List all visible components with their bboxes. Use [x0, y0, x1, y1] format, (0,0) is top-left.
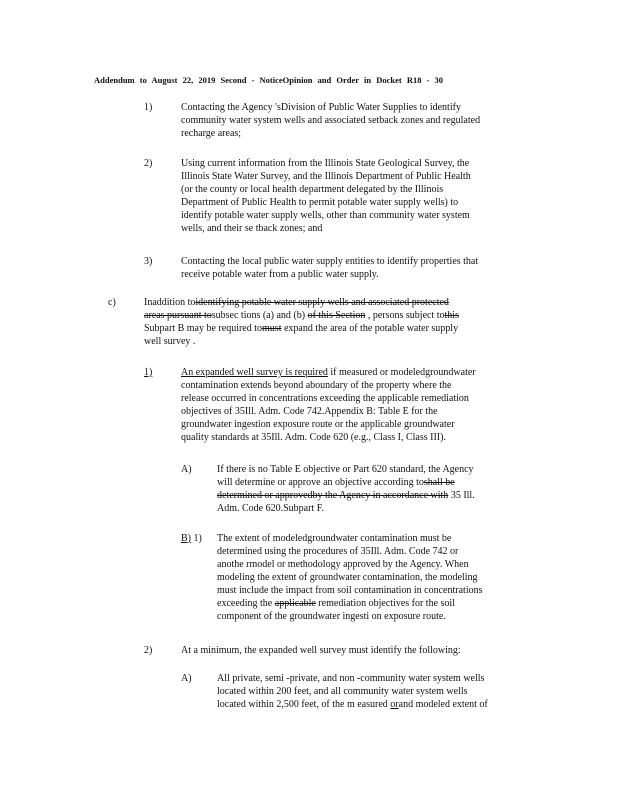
item-text: The extent of modeledgroundwater contamination must be determined using the procedures of 35Ill. Adm. Code 742 or anothe rmodel or methodology approved by the Agency. When modeling the extent of groundwater contamination, the modeling must include the impact from soil contamination in concentrations exceeding the applicable remediation objectives for the soil component of the groundwater ingesti on exposure route. [217, 533, 483, 622]
item-number: B) 1) [181, 533, 202, 544]
item-text: At a minimum, the expanded well survey must identify the following: [181, 645, 461, 656]
page-header: Addendum to August 22, 2019 Second - NoticeOpinion and Order in Docket R18 - 30 [94, 75, 444, 85]
item-number: 3) [144, 256, 153, 267]
deleted-text: this [444, 310, 459, 321]
inserted-text: An expanded well survey is required [181, 367, 328, 378]
item-number: 1) [144, 367, 153, 378]
item-text: Contacting the Agency 'sDivision of Public Water Supplies to identify community water system wells and associated setback zones and regulated recharge areas; [181, 102, 481, 139]
item-text: Using current information from the Illinois State Geological Survey, the Illinois State Water Survey, and the Illinois Department of Public Health (or the county or local health department delegated by the Illinois Department of Public Health to permit potable water supply wells) to identify potable water supply wells, other than community water system wells, and their se tback zones; and [181, 158, 471, 234]
deleted-text: must [262, 323, 282, 334]
item-text: Contacting the local public water supply entities to identify properties that receive potable water from a public water supply. [181, 256, 479, 280]
deleted-text: areas pursuant to [144, 310, 212, 321]
deleted-text: determined or approvedby the Agency in accordance with [217, 490, 449, 501]
deleted-text: applicable [274, 598, 316, 609]
item-text: Inaddition toidentifying potable water supply wells and associated protected areas pursuant tosubsec tions (a) and (b) of this Section , persons subject tothis Subpart B may be required tomust expand the area of the potable water supply well survey . [144, 297, 459, 347]
item-text: An expanded well survey is required if measured or modeledgroundwater contamination extends beyond aboundary of the property where the release occurred in concentrations exceeding the applicable remediation objectives of 35Ill. Adm. Code 742.Appendix B: Table E for the groundwater ingestion exposure route or the applicable groundwater quality standards at 35Ill. Adm. Code 620 (e.g., Class I, Class III). [181, 367, 476, 443]
deleted-text: identifying potable water supply wells and associated protected [195, 297, 449, 308]
item-text: If there is no Table E objective or Part 620 standard, the Agency will determine or approve an objective according toshall be determined or approvedby the Agency in accordance with 35 Ill. Adm. Code 620.Subpart F. [217, 464, 475, 514]
inserted-text: or [390, 699, 399, 710]
item-number: A) [181, 673, 192, 684]
deleted-text: shall be [423, 477, 455, 488]
item-number: 2) [144, 158, 153, 169]
item-number: A) [181, 464, 192, 475]
deleted-text: of this Section [307, 310, 366, 321]
item-text: All private, semi -private, and non -community water system wells located within 200 feet, and all community water system wells located within 2,500 feet, of the m easured orand modeled extent of [217, 673, 488, 710]
item-number: 2) [144, 645, 153, 656]
item-number: 1) [144, 102, 153, 113]
item-number: c) [108, 297, 116, 308]
